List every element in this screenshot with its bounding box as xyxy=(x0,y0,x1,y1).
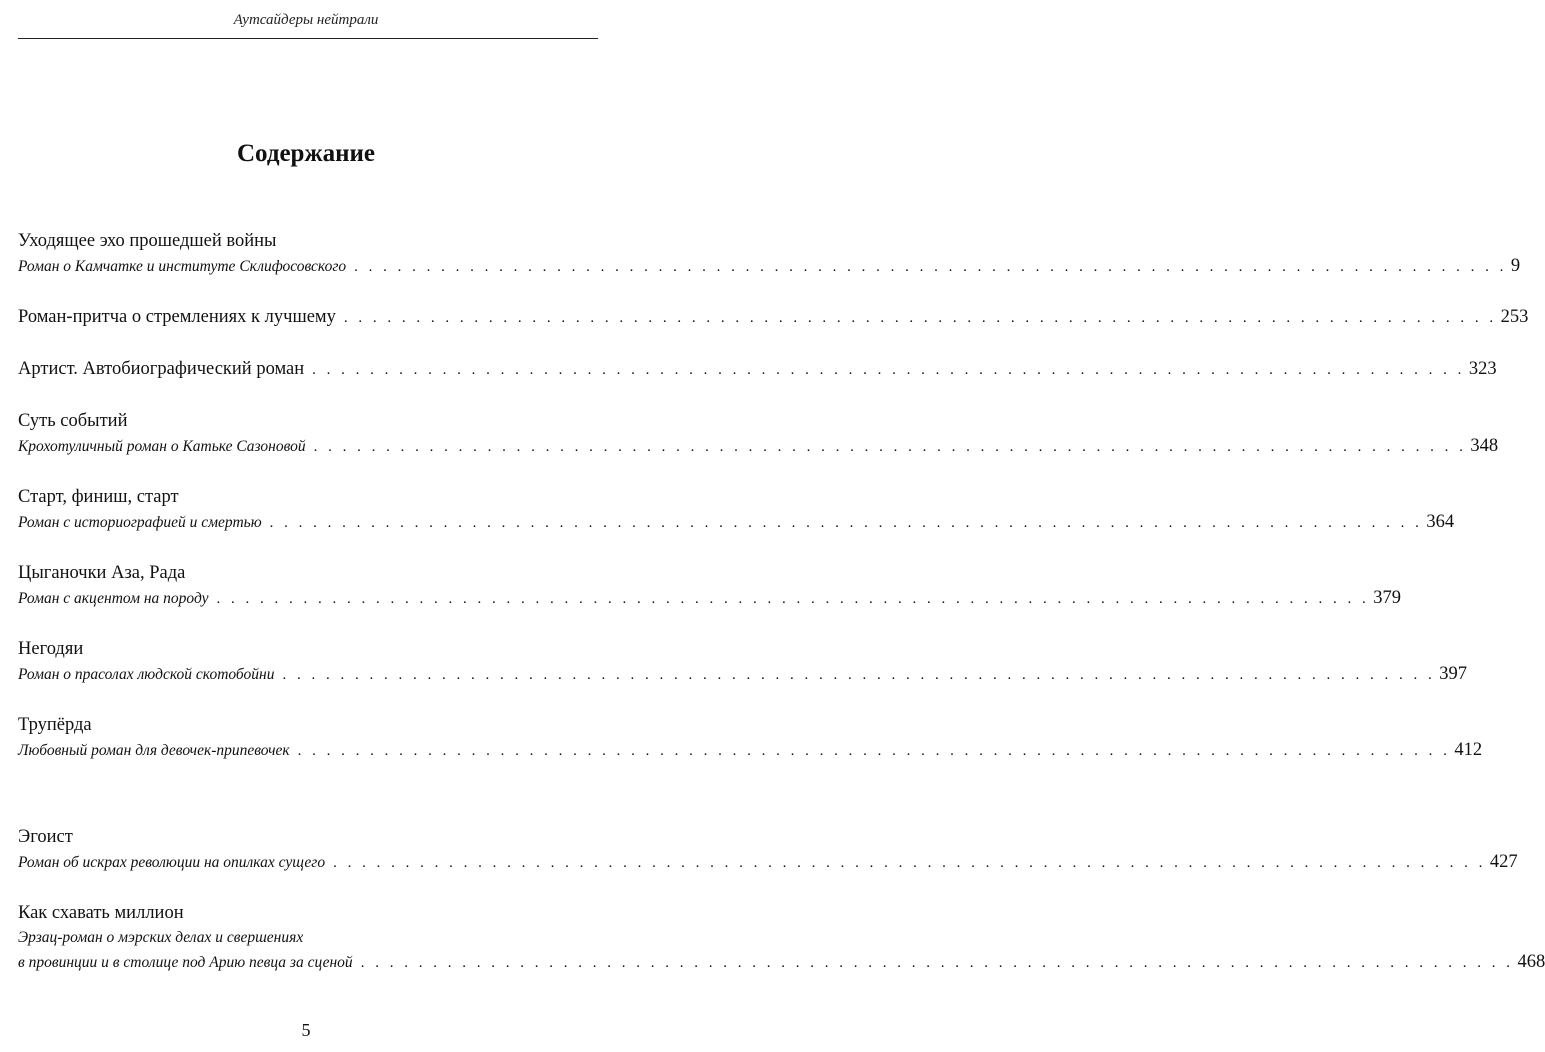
toc-entry xyxy=(18,713,1483,763)
toc-entry xyxy=(18,637,1467,687)
toc-entry-title: Суть событий xyxy=(18,411,128,431)
dot-leader: . . . . . . . . . . . . . . . . . . . . . . . . . . . . . . . . . . . . . . . . . . . . . . . . . . . . . . . . . . . . . . . . . . . . . . . . . . . . . . . . xyxy=(354,259,1507,275)
toc-page-number: 364 xyxy=(1426,512,1455,532)
toc-entry-title: Роман-притча о стремлениях к лучшему xyxy=(18,307,336,327)
header-rule xyxy=(18,38,598,39)
toc-entry-title: Как схавать миллион xyxy=(18,903,184,923)
toc-page-number: 253 xyxy=(1500,307,1529,327)
toc-page-number: 412 xyxy=(1454,740,1483,760)
toc-entry xyxy=(18,409,1499,459)
dot-leader: . . . . . . . . . . . . . . . . . . . . . . . . . . . . . . . . . . . . . . . . . . . . . . . . . . . . . . . . . . . . . . . . . . . . . . . . . . . . . . . . xyxy=(269,515,1423,531)
toc-entry-subtitle: Роман с акцентом на породу xyxy=(18,590,209,607)
toc-entry-subtitle: Роман о прасолах людской скотобойни xyxy=(18,666,275,683)
toc-entry-subtitle: Эрзац-роман о мэрских делах и свершениях xyxy=(18,929,304,946)
page-number: 5 xyxy=(301,1020,311,1040)
toc-entry xyxy=(18,485,1455,535)
toc-entry-title: Старт, финиш, старт xyxy=(18,487,179,507)
toc-entry-subtitle: в провинции и в столице под Арию певца за сценой xyxy=(18,954,353,971)
toc-entry-title: Эгоист xyxy=(18,827,73,847)
running-head: Аутсайдеры нейтрали xyxy=(233,12,379,28)
toc-entry-title: Трупёрда xyxy=(18,715,92,735)
page-title: Содержание xyxy=(236,140,375,167)
toc-page-number: 348 xyxy=(1470,436,1499,456)
toc-entry xyxy=(18,901,1545,975)
toc-page-number: 427 xyxy=(1489,852,1518,872)
toc-entry xyxy=(18,825,1518,875)
toc-page-number: 468 xyxy=(1517,952,1545,972)
toc-entry-title: Артист. Автобиографический роман xyxy=(18,359,305,379)
dot-leader: . . . . . . . . . . . . . . . . . . . . . . . . . . . . . . . . . . . . . . . . . . . . . . . . . . . . . . . . . . . . . . . . . . . . . . . . . . . . . . . . xyxy=(360,955,1514,971)
dot-leader: . . . . . . . . . . . . . . . . . . . . . . . . . . . . . . . . . . . . . . . . . . . . . . . . . . . . . . . . . . . . . . . . . . . . . . . . . . . . . . . . xyxy=(282,667,1436,683)
table-of-contents xyxy=(18,229,1545,975)
toc-page-number: 9 xyxy=(1510,256,1521,276)
toc-entry-subtitle: Любовный роман для девочек-припевочек xyxy=(18,742,290,759)
toc-entry-title: Цыганочки Аза, Рада xyxy=(18,563,186,583)
dot-leader: . . . . . . . . . . . . . . . . . . . . . . . . . . . . . . . . . . . . . . . . . . . . . . . . . . . . . . . . . . . . . . . . . . . . . . . . . . . . . . . . xyxy=(333,855,1486,871)
toc-page-number: 397 xyxy=(1439,664,1467,684)
toc-entry-title: Негодяи xyxy=(18,639,84,659)
dot-leader: . . . . . . . . . . . . . . . . . . . . . . . . . . . . . . . . . . . . . . . . . . . . . . . . . . . . . . . . . . . . . . . . . . . . . . . . . . . . . . . . xyxy=(297,743,1451,759)
toc-entry-subtitle: Роман об искрах революции на опилках сущего xyxy=(18,854,326,871)
toc-entry xyxy=(18,305,1529,331)
dot-leader: . . . . . . . . . . . . . . . . . . . . . . . . . . . . . . . . . . . . . . . . . . . . . . . . . . . . . . . . . . . . . . . . . . . . . . . . . . . . . . . . xyxy=(343,310,1497,326)
toc-page-number: 379 xyxy=(1373,588,1401,608)
toc-entry-subtitle: Роман о Камчатке и институте Склифосовского xyxy=(18,258,347,275)
dot-leader: . . . . . . . . . . . . . . . . . . . . . . . . . . . . . . . . . . . . . . . . . . . . . . . . . . . . . . . . . . . . . . . . . . . . . . . . . . . . . . . . xyxy=(313,439,1467,455)
toc-entry-subtitle: Крохотуличный роман о Катьке Сазоновой xyxy=(18,438,306,455)
toc-page-number: 323 xyxy=(1468,359,1497,379)
dot-leader: . . . . . . . . . . . . . . . . . . . . . . . . . . . . . . . . . . . . . . . . . . . . . . . . . . . . . . . . . . . . . . . . . . . . . . . . . . . . . . . . xyxy=(312,362,1465,378)
toc-entry-subtitle: Роман с историографией и смертью xyxy=(18,514,262,531)
toc-entry xyxy=(18,357,1497,383)
toc-entry xyxy=(18,561,1401,611)
dot-leader: . . . . . . . . . . . . . . . . . . . . . . . . . . . . . . . . . . . . . . . . . . . . . . . . . . . . . . . . . . . . . . . . . . . . . . . . . . . . . . . . xyxy=(216,591,1370,607)
toc-entry-title: Уходящее эхо прошедшей войны xyxy=(18,231,277,251)
toc-entry xyxy=(18,229,1521,279)
